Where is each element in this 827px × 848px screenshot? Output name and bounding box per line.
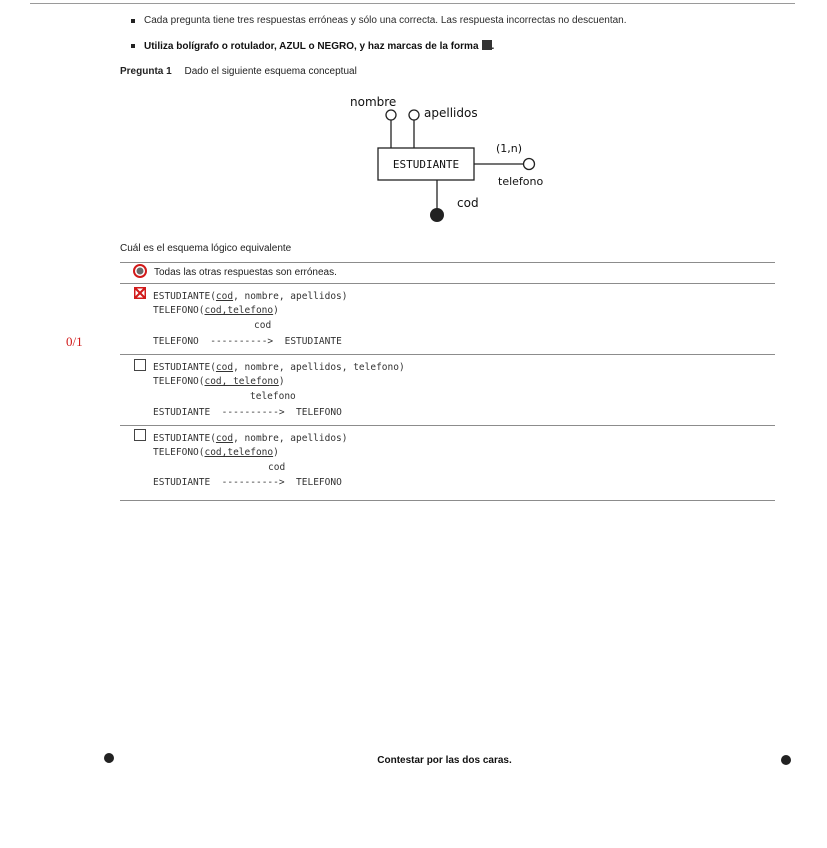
option-4-line-2: TELEFONO(cod,telefono) — [153, 447, 279, 458]
instruction-1 — [144, 15, 627, 26]
circled-mark-icon[interactable] — [133, 264, 147, 278]
option-3-line-1: ESTUDIANTE(cod, nombre, apellidos, telefono) — [153, 362, 405, 373]
option-divider — [120, 283, 775, 284]
option-divider — [120, 354, 775, 355]
question-header — [120, 66, 357, 77]
crossed-checkbox-icon[interactable] — [134, 287, 146, 299]
er-diagram — [340, 92, 560, 232]
bullet-icon — [131, 44, 135, 48]
option-3-fk-line: ESTUDIANTE ----------> TELEFONO — [153, 407, 342, 418]
option-4-line-1: ESTUDIANTE(cod, nombre, apellidos) — [153, 433, 348, 444]
question-prompt: Cuál es el esquema lógico equivalente — [120, 243, 292, 254]
attr-cod-label: cod — [457, 196, 479, 210]
option-2-fk-attr: cod — [254, 320, 272, 331]
attr-apellidos-circle — [409, 110, 419, 120]
answers-top-rule — [120, 262, 775, 263]
attr-telefono-circle — [524, 159, 535, 170]
option-2-fk-line: TELEFONO ----------> ESTUDIANTE — [153, 336, 342, 347]
score-mark: 0/1 — [66, 334, 83, 349]
option-4-fk-line: ESTUDIANTE ----------> TELEFONO — [153, 477, 342, 488]
answers-bottom-rule — [120, 500, 775, 501]
filled-square-icon — [482, 40, 492, 50]
instruction-text: Cada pregunta tiene tres respuestas erróneas y sólo una correcta. Las respuesta incorrectas no descuentan. — [144, 15, 627, 26]
attr-cod-dot — [430, 208, 444, 222]
option-3-fk-attr: telefono — [250, 391, 296, 402]
header-rule — [30, 0, 795, 4]
entity-name: ESTUDIANTE — [392, 158, 460, 171]
attr-nombre-label: nombre — [350, 95, 397, 109]
registration-dot-right — [781, 755, 791, 765]
option-3-line-2: TELEFONO(cod, telefono) — [153, 376, 285, 387]
question-label: Pregunta 1 — [120, 66, 172, 77]
option-2-line-1: ESTUDIANTE(cod, nombre, apellidos) — [153, 291, 348, 302]
option-3-checkbox[interactable] — [134, 359, 146, 371]
bullet-icon — [131, 19, 135, 23]
question-text: Dado el siguiente esquema conceptual — [184, 66, 357, 77]
cardinality-label: (1,n) — [496, 142, 523, 155]
instruction-2: Utiliza bolígrafo o rotulador, AZUL o NEGRO, y haz marcas de la forma . — [144, 40, 494, 52]
option-2-line-2: TELEFONO(cod,telefono) — [153, 305, 279, 316]
attr-telefono-label: telefono — [498, 175, 544, 188]
option-1-text: Todas las otras respuestas son erróneas. — [154, 267, 337, 278]
option-4-fk-attr: cod — [268, 462, 286, 473]
attr-apellidos-label: apellidos — [424, 106, 478, 120]
instruction-text: Utiliza bolígrafo o rotulador, AZUL o NEGRO, y haz marcas de la forma — [144, 41, 479, 52]
option-divider — [120, 425, 775, 426]
option-4-checkbox[interactable] — [134, 429, 146, 441]
footer-note: Contestar por las dos caras. — [377, 755, 512, 766]
attr-nombre-circle — [386, 110, 396, 120]
